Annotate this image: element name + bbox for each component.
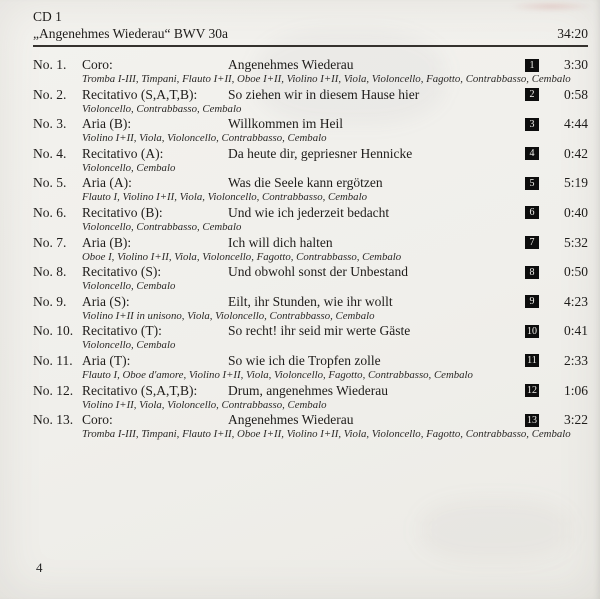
track-no: No. 6. <box>33 204 67 220</box>
track-instruments: Flauto I, Violino I+II, Viola, Violoncello, Contrabbasso, Cembalo <box>82 191 367 204</box>
track-time: 0:58 <box>563 86 588 102</box>
track-type: Aria (B): <box>82 116 132 132</box>
track-no: No. 10. <box>33 323 74 339</box>
track-no: No. 8. <box>33 264 67 280</box>
page-number: 4 <box>36 560 43 575</box>
cd-label: CD 1 <box>33 9 62 24</box>
track-number-badge: 12 <box>527 385 537 397</box>
track-type: Recitativo (T): <box>82 323 162 339</box>
scan-bleed-artifact <box>420 500 570 560</box>
track-instruments: Violino I+II in unisono, Viola, Violoncello, Contrabbasso, Cembalo <box>82 309 375 322</box>
track-number-badge: 13 <box>527 414 537 426</box>
track-time: 0:40 <box>563 204 588 220</box>
track-no: No. 4. <box>33 145 67 161</box>
track-row <box>33 146 588 176</box>
track-no: No. 11. <box>33 352 73 368</box>
track-row <box>33 235 588 265</box>
track-title: Und wie ich jederzeit bedacht <box>228 204 390 220</box>
track-title: So wie ich die Tropfen zolle <box>228 352 381 368</box>
track-title: So recht! ihr seid mir werte Gäste <box>228 323 411 339</box>
track-type: Aria (A): <box>82 175 132 191</box>
track-time: 0:50 <box>563 264 588 280</box>
track-type: Aria (B): <box>82 234 132 250</box>
track-time: 4:44 <box>563 116 588 132</box>
track-instruments: Oboe I, Violino I+II, Viola, Violoncello, Fagotto, Contrabbasso, Cembalo <box>82 250 402 263</box>
track-instruments: Violoncello, Cembalo <box>82 280 176 293</box>
track-row <box>33 205 588 235</box>
track-number-badge: 6 <box>525 206 539 219</box>
track-row <box>33 412 588 442</box>
track-time: 3:22 <box>563 412 588 428</box>
track-row <box>33 353 588 383</box>
track-type: Coro: <box>82 412 113 428</box>
track-time: 5:32 <box>563 234 588 250</box>
track-no: No. 1. <box>33 57 67 72</box>
track-type: Recitativo (B): <box>82 204 163 220</box>
track-title: Ich will dich halten <box>228 234 333 250</box>
track-number-badge: 10 <box>527 325 537 337</box>
track-number-badge: 9 <box>525 295 539 308</box>
work-title: „Angenehmes Wiederau“ BWV 30a <box>33 26 229 41</box>
track-time: 0:41 <box>563 323 588 339</box>
track-title: Da heute dir, gepriesner Hennicke <box>228 145 413 161</box>
track-number-badge: 1 <box>525 59 539 72</box>
track-no: No. 5. <box>33 175 67 191</box>
track-title: Drum, angenehmes Wiederau <box>228 382 389 398</box>
track-number-badge: 4 <box>525 147 539 160</box>
track-no: No. 9. <box>33 293 67 309</box>
track-instruments: Violino I+II, Viola, Violoncello, Contrabbasso, Cembalo <box>82 398 327 411</box>
track-title: Willkommen im Heil <box>228 116 343 132</box>
track-time: 1:06 <box>563 382 588 398</box>
track-title: Angenehmes Wiederau <box>228 412 354 428</box>
track-row <box>33 294 588 324</box>
track-no: No. 2. <box>33 86 67 102</box>
track-type: Coro: <box>82 57 113 72</box>
track-type: Aria (S): <box>82 293 130 309</box>
header <box>33 8 588 47</box>
track-time: 0:42 <box>563 145 588 161</box>
track-row <box>33 87 588 117</box>
track-row <box>33 264 588 294</box>
track-no: No. 12. <box>33 382 74 398</box>
track-no: No. 3. <box>33 116 67 132</box>
track-title: Was die Seele kann ergötzen <box>228 175 383 191</box>
track-list <box>33 57 588 442</box>
track-number-badge: 7 <box>525 236 539 249</box>
track-type: Recitativo (S,A,T,B): <box>82 86 198 102</box>
track-type: Recitativo (S,A,T,B): <box>82 382 198 398</box>
page-content <box>33 8 588 442</box>
header-rule <box>33 45 588 47</box>
track-title: Eilt, ihr Stunden, wie ihr wollt <box>228 293 393 309</box>
total-time: 34:20 <box>557 26 588 41</box>
track-title: So ziehen wir in diesem Hause hier <box>228 86 420 102</box>
track-instruments: Violoncello, Contrabbasso, Cembalo <box>82 220 242 233</box>
track-type: Recitativo (S): <box>82 264 162 280</box>
track-time: 3:30 <box>563 57 588 72</box>
track-row <box>33 323 588 353</box>
track-instruments: Violoncello, Contrabbasso, Cembalo <box>82 102 242 115</box>
track-no: No. 7. <box>33 234 67 250</box>
track-no: No. 13. <box>33 412 74 428</box>
track-row <box>33 175 588 205</box>
track-title: Angenehmes Wiederau <box>228 57 354 72</box>
track-row <box>33 116 588 146</box>
track-instruments: Violoncello, Cembalo <box>82 339 176 352</box>
track-instruments: Violino I+II, Viola, Violoncello, Contrabbasso, Cembalo <box>82 132 327 145</box>
track-type: Recitativo (A): <box>82 145 164 161</box>
track-number-badge: 5 <box>525 177 539 190</box>
track-time: 4:23 <box>563 293 588 309</box>
track-time: 2:33 <box>563 352 588 368</box>
track-type: Aria (T): <box>82 352 131 368</box>
track-row <box>33 383 588 413</box>
track-time: 5:19 <box>563 175 588 191</box>
track-number-badge: 3 <box>525 118 539 131</box>
track-instruments: Tromba I-III, Timpani, Flauto I+II, Oboe I+II, Violino I+II, Viola, Violoncello, Fagotto, Contrabbasso, Cembalo <box>82 73 571 85</box>
track-number-badge: 11 <box>525 354 539 367</box>
track-number-badge: 8 <box>525 266 539 279</box>
track-instruments: Flauto I, Oboe d'amore, Violino I+II, Viola, Violoncello, Fagotto, Contrabbasso, Cembalo <box>82 368 473 381</box>
track-row <box>33 57 588 87</box>
track-instruments: Violoncello, Cembalo <box>82 161 176 174</box>
track-number-badge: 2 <box>525 88 539 101</box>
track-instruments: Tromba I-III, Timpani, Flauto I+II, Oboe I+II, Violino I+II, Viola, Violoncello, Fagotto, Contrabbasso, Cembalo <box>82 428 571 441</box>
track-title: Und obwohl sonst der Unbestand <box>228 264 408 280</box>
